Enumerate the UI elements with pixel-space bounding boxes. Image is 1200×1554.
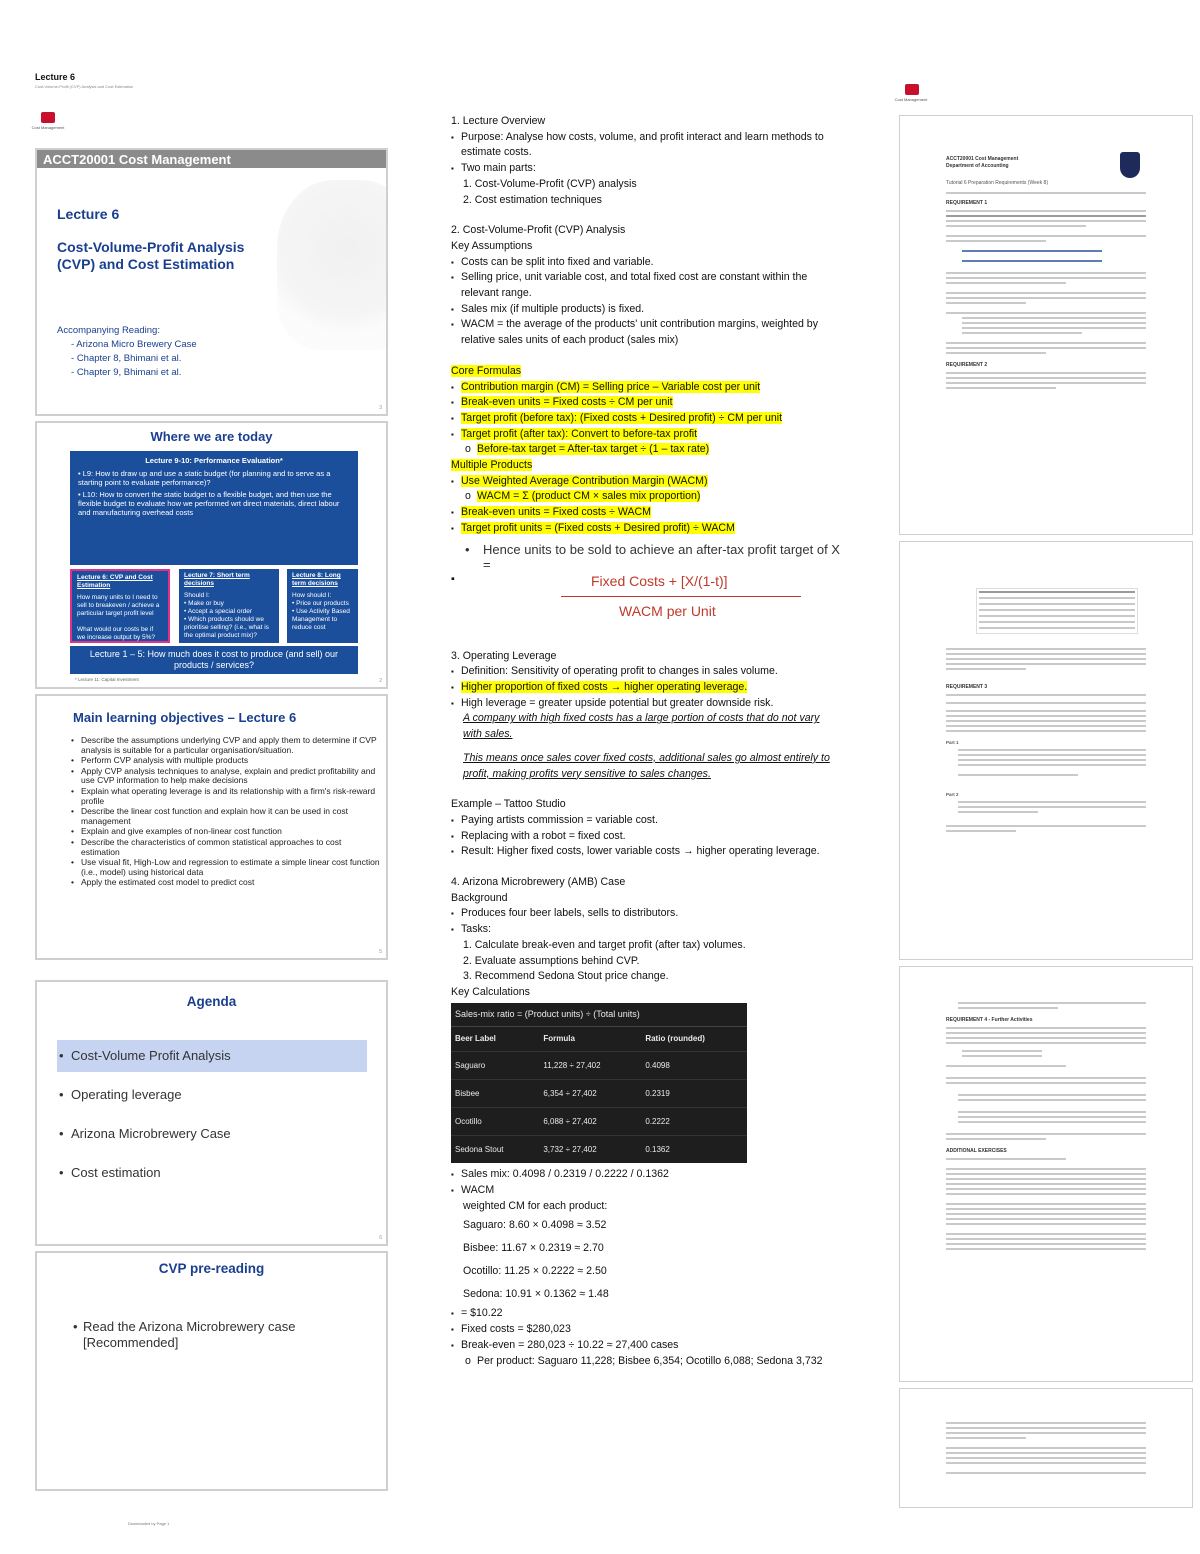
thumb-requirement: REQUIREMENT 3 [946, 684, 988, 690]
performance-evaluation-box [70, 451, 358, 565]
objective-item: • Describe the assumptions underlying CVP and apply them to determine if CVP analysis is suitable for a particular organisation/situation. [71, 736, 381, 755]
requirement-3-thumbnail [899, 541, 1193, 960]
agenda-list [57, 1040, 367, 1196]
lecture1-5-box: Lecture 1 – 5: How much does it cost to produce (and sell) our products / services? [70, 646, 358, 674]
column-header: Formula [543, 1034, 575, 1044]
formula-fraction-line [561, 596, 801, 597]
note-bullet: ▪ Definition: Sensitivity of operating profit to changes in sales volume. [451, 664, 841, 680]
table-cell: Bisbee [451, 1080, 539, 1108]
section-heading: 4. Arizona Microbrewery (AMB) Case [451, 876, 626, 889]
formula-sub-bullet: WACM = Σ (product CM × sales mix proportion) [477, 490, 701, 503]
table-cell: 6,088 ÷ 27,402 [539, 1108, 641, 1136]
wcm-line: Sedona: 10.91 × 0.1362 ≈ 1.48 [463, 1288, 609, 1301]
table-cell: 0.4098 [641, 1052, 747, 1080]
university-crest-icon [1120, 152, 1140, 178]
sales-mix-table [451, 1003, 747, 1164]
note-bullet: ▪ Result: Higher fixed costs, lower variable costs → higher operating leverage. [451, 844, 841, 860]
reading-item: - Arizona Micro Brewery Case [71, 338, 197, 352]
after-tax-note: • Hence units to be sold to achieve an after-tax profit target of X = [451, 542, 841, 572]
reading-title: Accompanying Reading: [57, 325, 160, 336]
example-heading: Example – Tattoo Studio [451, 798, 566, 811]
box-heading: Lecture 9-10: Performance Evaluation* [145, 456, 283, 465]
logo-caption-right: Cost Management [894, 97, 928, 102]
university-logo [41, 112, 55, 123]
thumb-dept: Department of Accounting [946, 163, 1009, 169]
table-header-row [451, 1027, 747, 1052]
reading-item: - Chapter 9, Bhimani et al. [71, 366, 197, 380]
document-title: Lecture 6 [35, 72, 76, 82]
note-bullet: ▪ Costs can be split into fixed and variable. [451, 255, 841, 271]
thumb-course: ACCT20001 Cost Management [946, 156, 1019, 162]
sub-heading: Background [451, 891, 508, 904]
lecture6-box [70, 569, 170, 643]
note-sub-bullet: o Per product: Saguaro 11,228; Bisbee 6,354; Ocotillo 6,088; Sedona 3,732 [451, 1354, 841, 1370]
formula-denominator: WACM per Unit [619, 602, 716, 619]
formula-bullet: Target profit units = (Fixed costs + Desired profit) ÷ WACM [461, 521, 735, 534]
emphasis-note: A company with high fixed costs has a large portion of costs that do not vary with sales. [463, 712, 820, 741]
section-heading: 3. Operating Leverage [451, 649, 557, 662]
box-item: • L9: How to draw up and use a static budget (for planning and to serve as a starting point to evaluate performance)? [78, 469, 331, 487]
slide-number: 5 [379, 949, 382, 955]
note-bullet: ▪ = $10.22 [451, 1306, 841, 1322]
formula-bullet: Target profit (after tax): Convert to before-tax profit [461, 427, 698, 440]
document-subtitle: Cost-Volume-Profit (CVP) Analysis and Cost Estimation [35, 84, 134, 89]
slide-number: 2 [379, 678, 382, 684]
note-numbered: 2. Cost estimation techniques [463, 193, 602, 206]
crest-watermark [277, 180, 388, 350]
thumb-part: Part 1 [946, 740, 959, 745]
slide-agenda [35, 980, 388, 1246]
formula-bullet: Break-even units = Fixed costs ÷ WACM [461, 506, 651, 519]
formula-bullet: Break-even units = Fixed costs ÷ CM per unit [461, 396, 673, 409]
note-numbered: 2. Evaluate assumptions behind CVP. [463, 954, 640, 967]
table-cell: 0.2319 [641, 1080, 747, 1108]
table-cell: 11,228 ÷ 27,402 [539, 1052, 641, 1080]
slide-heading: Agenda [186, 994, 237, 1009]
objective-item: • Describe the linear cost function and explain how it can be used in cost management [71, 807, 381, 826]
slide-learning-objectives [35, 694, 388, 960]
note-bullet: ▪ Purpose: Analyse how costs, volume, and profit interact and learn methods to estimate costs. [451, 130, 841, 161]
wcm-line: Ocotillo: 11.25 × 0.2222 ≈ 2.50 [463, 1265, 607, 1278]
reading-list [57, 324, 197, 380]
wcm-line: Bisbee: 11.67 × 0.2319 ≈ 2.70 [463, 1242, 604, 1255]
table-cell: 0.1362 [641, 1136, 747, 1164]
note-bullet: ▪ Fixed costs = $280,023 [451, 1322, 841, 1338]
table-caption: Sales-mix ratio = (Product units) ÷ (Total units) [451, 1003, 747, 1028]
thumb-requirement: REQUIREMENT 1 [946, 200, 988, 206]
objective-item: • Apply the estimated cost model to predict cost [71, 878, 381, 888]
thumb-doc-title: Tutorial 6 Preparation Requirements (Week 8) [946, 180, 1048, 186]
emphasis-note: This means once sales cover fixed costs, additional sales go almost entirely to profit, making profits very sensitive to sales changes. [463, 751, 830, 780]
reading-item: - Chapter 8, Bhimani et al. [71, 352, 197, 366]
thumb-requirement: REQUIREMENT 2 [946, 362, 988, 368]
table-row [451, 1108, 747, 1136]
formula-numerator: Fixed Costs + [X/(1-t)] [591, 572, 728, 589]
table-cell: 3,732 ÷ 27,402 [539, 1136, 641, 1164]
note-numbered: 1. Calculate break-even and target profit (after tax) volumes. [463, 938, 746, 951]
table-row [451, 1136, 747, 1164]
lecture-title-line1: Cost-Volume-Profit Analysis [57, 239, 245, 255]
thumb-additional: ADDITIONAL EXERCISES [946, 1148, 1007, 1154]
lecture8-box [287, 569, 358, 643]
box-body: Should I: • Make or buy • Accept a special order • Which products should we prioritise selling? (i.e., what is the optimal product mix)? [184, 592, 269, 639]
formula-sub-bullet: Before-tax target = After-tax target ÷ (1 – tax rate) [477, 443, 710, 456]
column-header: Beer Label [455, 1034, 496, 1044]
table-cell: 0.2222 [641, 1108, 747, 1136]
course-banner: ACCT20001 Cost Management [37, 150, 386, 168]
slide-number: 6 [379, 1235, 382, 1241]
objectives-list [71, 736, 381, 889]
note-bullet: ▪ Sales mix (if multiple products) is fixed. [451, 302, 841, 318]
box-title: Lecture 7: Short term decisions [184, 572, 250, 587]
note-bullet: ▪ WACM [451, 1183, 841, 1199]
objective-item: • Describe the characteristics of common statistical approaches to cost estimation [71, 838, 381, 857]
note-numbered: 3. Recommend Sedona Stout price change. [463, 970, 669, 983]
note-bullet: ▪ Selling price, unit variable cost, and total fixed cost are constant within the relevant range. [451, 270, 841, 301]
lecture7-box [179, 569, 279, 643]
sub-heading: Key Calculations [451, 985, 530, 998]
agenda-item: • Operating leverage [57, 1079, 367, 1111]
thumb-part: Part 2 [946, 792, 959, 797]
agenda-item-active: • Cost-Volume Profit Analysis [57, 1040, 367, 1072]
agenda-item: • Cost estimation [57, 1157, 367, 1189]
sub-heading: Multiple Products [451, 459, 533, 472]
slide-title [35, 148, 388, 416]
formula-bullet: Use Weighted Average Contribution Margin (WACM) [461, 474, 708, 487]
objective-item: • Use visual fit, High-Low and regression to estimate a simple linear cost function (i.e., model) using historical data [71, 858, 381, 877]
slide-where-we-are [35, 421, 388, 689]
table-cell: Saguaro [451, 1052, 539, 1080]
lecture-title-line2: (CVP) and Cost Estimation [57, 256, 235, 272]
thumb-requirement: REQUIREMENT 4 - Further Activities [946, 1017, 1033, 1023]
column-header: Ratio (rounded) [645, 1034, 705, 1044]
section-heading: 1. Lecture Overview [451, 115, 546, 127]
university-logo-right [905, 84, 919, 95]
table-cell: 6,354 ÷ 27,402 [539, 1080, 641, 1108]
note-bullet: ▪ WACM = the average of the products' unit contribution margins, weighted by relative sales units of each product (sales mix) [451, 317, 841, 348]
note-bullet: ▪ Produces four beer labels, sells to distributors. [451, 906, 841, 922]
after-tax-formula: ▪ Fixed Costs + [X/(1-t)] WACM per Unit [451, 572, 841, 634]
objective-item: • Explain and give examples of non-linear cost function [71, 827, 381, 837]
slide-heading: Where we are today [150, 429, 273, 444]
box-title: Lecture 6: CVP and Cost Estimation [77, 574, 153, 589]
note-bullet: ▪ Paying artists commission = variable cost. [451, 813, 841, 829]
slide-pre-reading [35, 1251, 388, 1491]
table-row [451, 1080, 747, 1108]
highlighted-bullet: Higher proportion of fixed costs → higher operating leverage. [461, 680, 748, 693]
agenda-item: • Arizona Microbrewery Case [57, 1118, 367, 1150]
note-bullet: ▪ Two main parts: [451, 161, 841, 177]
continuation-thumbnail [899, 1388, 1193, 1508]
slide-number: 3 [379, 405, 382, 411]
objective-item: • Apply CVP analysis techniques to analyse, explain and predict profitability and use CVP information to help make decisions [71, 767, 381, 786]
lecture-notes [451, 114, 841, 1369]
page-footer: Downloaded by Page 1 [128, 1521, 170, 1526]
wcm-line: Saguaro: 8.60 × 0.4098 ≈ 3.52 [463, 1219, 607, 1232]
objective-item: • Explain what operating leverage is and its relationship with a firm's risk-reward profile [71, 787, 381, 806]
section-heading: 2. Cost-Volume-Profit (CVP) Analysis [451, 224, 626, 237]
box-item: • L10: How to convert the static budget to a flexible budget, and then use the flexible budget to evaluate how we performed wrt direct materials, direct labour and manufacturing overhead costs [78, 490, 340, 517]
table-row [451, 1052, 747, 1080]
tutorial-doc-thumbnail [899, 115, 1193, 535]
note-bullet: ▪ Replacing with a robot = fixed cost. [451, 829, 841, 845]
pre-reading-item: • Read the Arizona Microbrewery case [Recommended] [73, 1319, 383, 1351]
note-bullet: ▪ Tasks: [451, 922, 841, 938]
note-bullet: ▪ High leverage = greater upside potential but greater downside risk. [451, 696, 841, 712]
table-cell: Ocotillo [451, 1108, 539, 1136]
note-bullet: ▪ Sales mix: 0.4098 / 0.2319 / 0.2222 / 0.1362 [451, 1167, 841, 1183]
wcm-heading: weighted CM for each product: [463, 1199, 608, 1212]
box-body: How should I: • Price our products • Use Activity Based Management to reduce cost [292, 592, 350, 631]
note-bullet: ▪ Break-even = 280,023 ÷ 10.22 ≈ 27,400 cases [451, 1338, 841, 1354]
objective-item: • Perform CVP analysis with multiple products [71, 756, 381, 766]
sub-heading: Core Formulas [451, 364, 522, 377]
requirement-4-thumbnail [899, 966, 1193, 1382]
logo-caption: Cost Management [31, 125, 65, 130]
box-title: Lecture 8: Long term decisions [292, 572, 341, 587]
note-numbered: 1. Cost-Volume-Profit (CVP) analysis [463, 177, 637, 190]
formula-bullet: Target profit (before tax): (Fixed costs + Desired profit) ÷ CM per unit [461, 411, 783, 424]
slide-heading: CVP pre-reading [158, 1261, 265, 1276]
slide-footnote: * Lecture 11: Capital Investment [75, 677, 139, 682]
box-body: How many units to I need to sell to breakeven / achieve a particular target profit level What would our costs be if we increase output by 5%? [77, 594, 160, 641]
lecture-number: Lecture 6 [57, 206, 120, 222]
formula-bullet: Contribution margin (CM) = Selling price – Variable cost per unit [461, 380, 761, 393]
table-cell: Sedona Stout [451, 1136, 539, 1164]
slide-heading: Main learning objectives – Lecture 6 [73, 710, 297, 725]
sub-heading: Key Assumptions [451, 239, 533, 252]
